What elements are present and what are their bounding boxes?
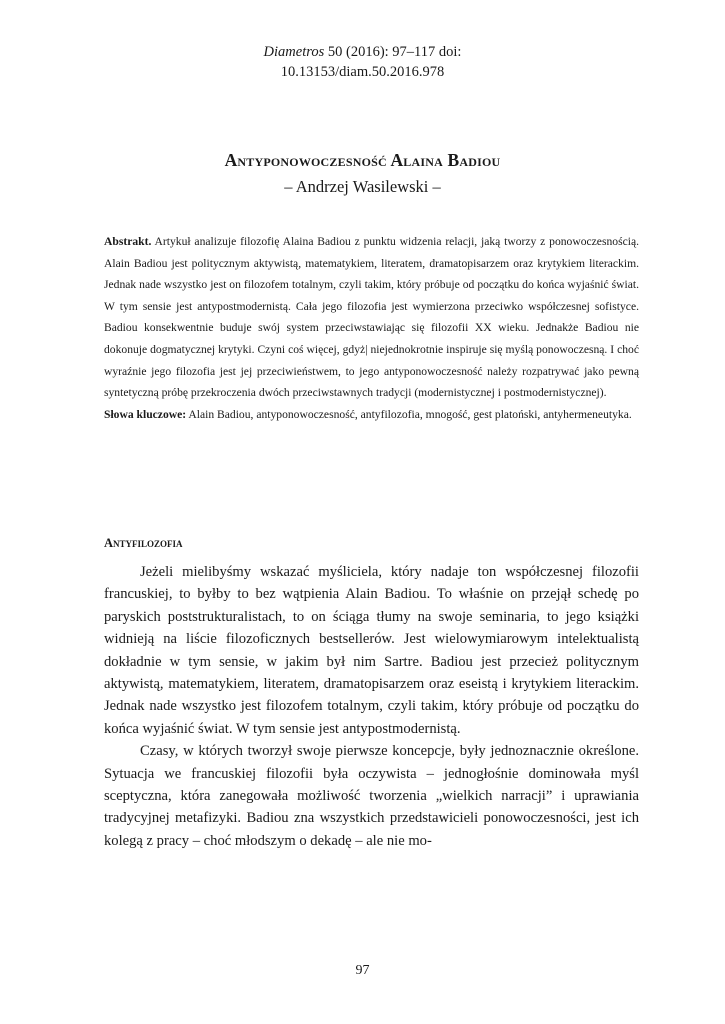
keywords-label: Słowa kluczowe: (104, 407, 187, 421)
abstract-block (104, 231, 639, 425)
keywords-text: Alain Badiou, antyponowoczesność, antyfilozofia, mnogość, gest platoński, antyhermeneutyka. (186, 407, 632, 421)
body-paragraph: Jeżeli mielibyśmy wskazać myśliciela, który nadaje ton współczesnej filozofii francuskiej, to byłby to bez wątpienia Alain Badiou. To właśnie on przejął schedę po paryskich poststrukturalistach, to on ściąga tłumy na swoje seminaria, to jego książki widnieją na liście filozoficznych bestsellerów. Jest wielowymiarowym intelektualistą dokładnie w tym sensie, w jakim był nim Sartre. Badiou jest przecież politycznym aktywistą, matematykiem, literatem, dramatopisarzem oraz eseistą i krytykiem literackim. Jednak nade wszystko jest filozofem totalnym, czyli takim, który próbuje od początku do końca wyjaśnić świat. W tym sensie jest antypostmodernistą. (104, 564, 639, 737)
keywords-paragraph (104, 404, 639, 426)
citation: 50 (2016): 97–117 doi: (324, 44, 462, 60)
abstract-label: Abstrakt. (104, 235, 152, 248)
body-text (104, 561, 639, 852)
journal-name: Diametros (263, 44, 325, 60)
article-title: Antyponowoczesność Alaina Badiou (224, 150, 501, 170)
doi: 10.13153/diam.50.2016.978 (280, 64, 445, 80)
section-heading: Antyfilozofia (104, 536, 183, 550)
article-author: – Andrzej Wasilewski – (284, 177, 441, 196)
abstract-paragraph (104, 231, 639, 404)
body-paragraph: Czasy, w których tworzył swoje pierwsze koncepcje, były jednoznacznie określone. Sytuacja we francuskiej filozofii była oczywista – jednogłośnie dominowała myśl sceptyczna, która zanegowała możliwość tworzenia „wielkich narracji” i uprawiania tradycyjnej metafizyki. Badiou zna wszystkich przedstawicieli ponowoczesności, jest ich kolegą z pracy – choć młodszym o dekadę – ale nie mo- (104, 743, 639, 849)
abstract-text: Artykuł analizuje filozofię Alaina Badiou z punktu widzenia relacji, jaką tworzy z ponowoczesnością. Alain Badiou jest politycznym aktywistą, matematykiem, literatem, dramatopisarzem oraz krytykiem literackim. Jednak nade wszystko jest on filozofem totalnym, czyli takim, który próbuje od początku do końca wyjaśnić świat. W tym sensie jest antypostmodernistą. Cała jego filozofia jest wymierzona przeciwko współczesnej sofistyce. Badiou konsekwentnie buduje swój system przeciwstawiając się filozofii XX wieku. Jednakże Badiou nie dokonuje dogmatycznej krytyki. Czyni coś więcej, gdyż| niejednokrotnie inspiruje się myślą ponowoczesną. I choć wyraźnie jego filozofia jest jej przeciwieństwem, to jego antyponowoczesność należy rozpatrywać jako pewną syntetyczną próbę przekroczenia dwóch przeciwstawnych tradycji (modernistycznej i postmodernistycznej). (104, 235, 639, 400)
page-number: 97 (355, 963, 370, 978)
journal-header (0, 42, 725, 82)
citation-line (0, 42, 725, 62)
